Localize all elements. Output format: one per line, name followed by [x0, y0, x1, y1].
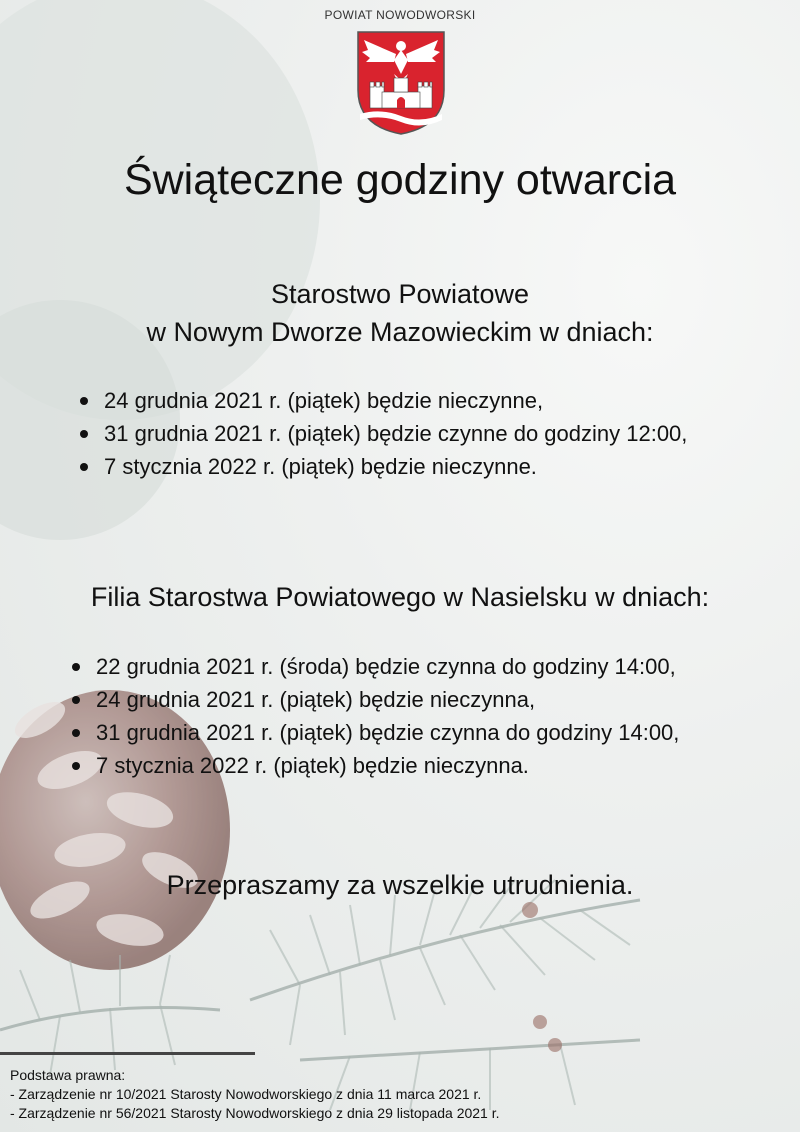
- page-title: Świąteczne godziny otwarcia: [123, 156, 677, 204]
- list-item: 7 stycznia 2022 r. (piątek) będzie nieczynne.: [80, 450, 687, 483]
- legal-basis-label: Podstawa prawna:: [10, 1067, 126, 1083]
- section1-heading-line2: w Nowym Dworze Mazowieckim w dniach:: [146, 317, 654, 347]
- list-item: 22 grudnia 2021 r. (środa) będzie czynna do godziny 14:00,: [72, 650, 679, 683]
- legal-basis-line: - Zarządzenie nr 10/2021 Starosty Nowodworskiego z dnia 11 marca 2021 r.: [10, 1086, 482, 1102]
- legal-basis-line: - Zarządzenie nr 56/2021 Starosty Nowodworskiego z dnia 29 listopada 2021 r.: [10, 1105, 500, 1121]
- closing-message: Przepraszamy za wszelkie utrudnienia.: [166, 870, 634, 900]
- list-item: 24 grudnia 2021 r. (piątek) będzie nieczynne,: [80, 384, 687, 417]
- list-item: 31 grudnia 2021 r. (piątek) będzie czynne do godziny 12:00,: [80, 417, 687, 450]
- section1-heading-line1: Starostwo Powiatowe: [270, 279, 530, 309]
- section2-list: [72, 650, 679, 782]
- section2-heading: Filia Starostwa Powiatowego w Nasielsku w dniach:: [90, 582, 710, 612]
- county-name: POWIAT NOWODWORSKI: [324, 8, 476, 22]
- list-item: 24 grudnia 2021 r. (piątek) będzie nieczynna,: [72, 683, 679, 716]
- footer-divider: [0, 1052, 255, 1055]
- legal-basis: [10, 1066, 500, 1123]
- coat-of-arms-icon: [356, 30, 446, 136]
- section1-list: [80, 384, 687, 483]
- list-item: 7 stycznia 2022 r. (piątek) będzie nieczynna.: [72, 749, 679, 782]
- list-item: 31 grudnia 2021 r. (piątek) będzie czynna do godziny 14:00,: [72, 716, 679, 749]
